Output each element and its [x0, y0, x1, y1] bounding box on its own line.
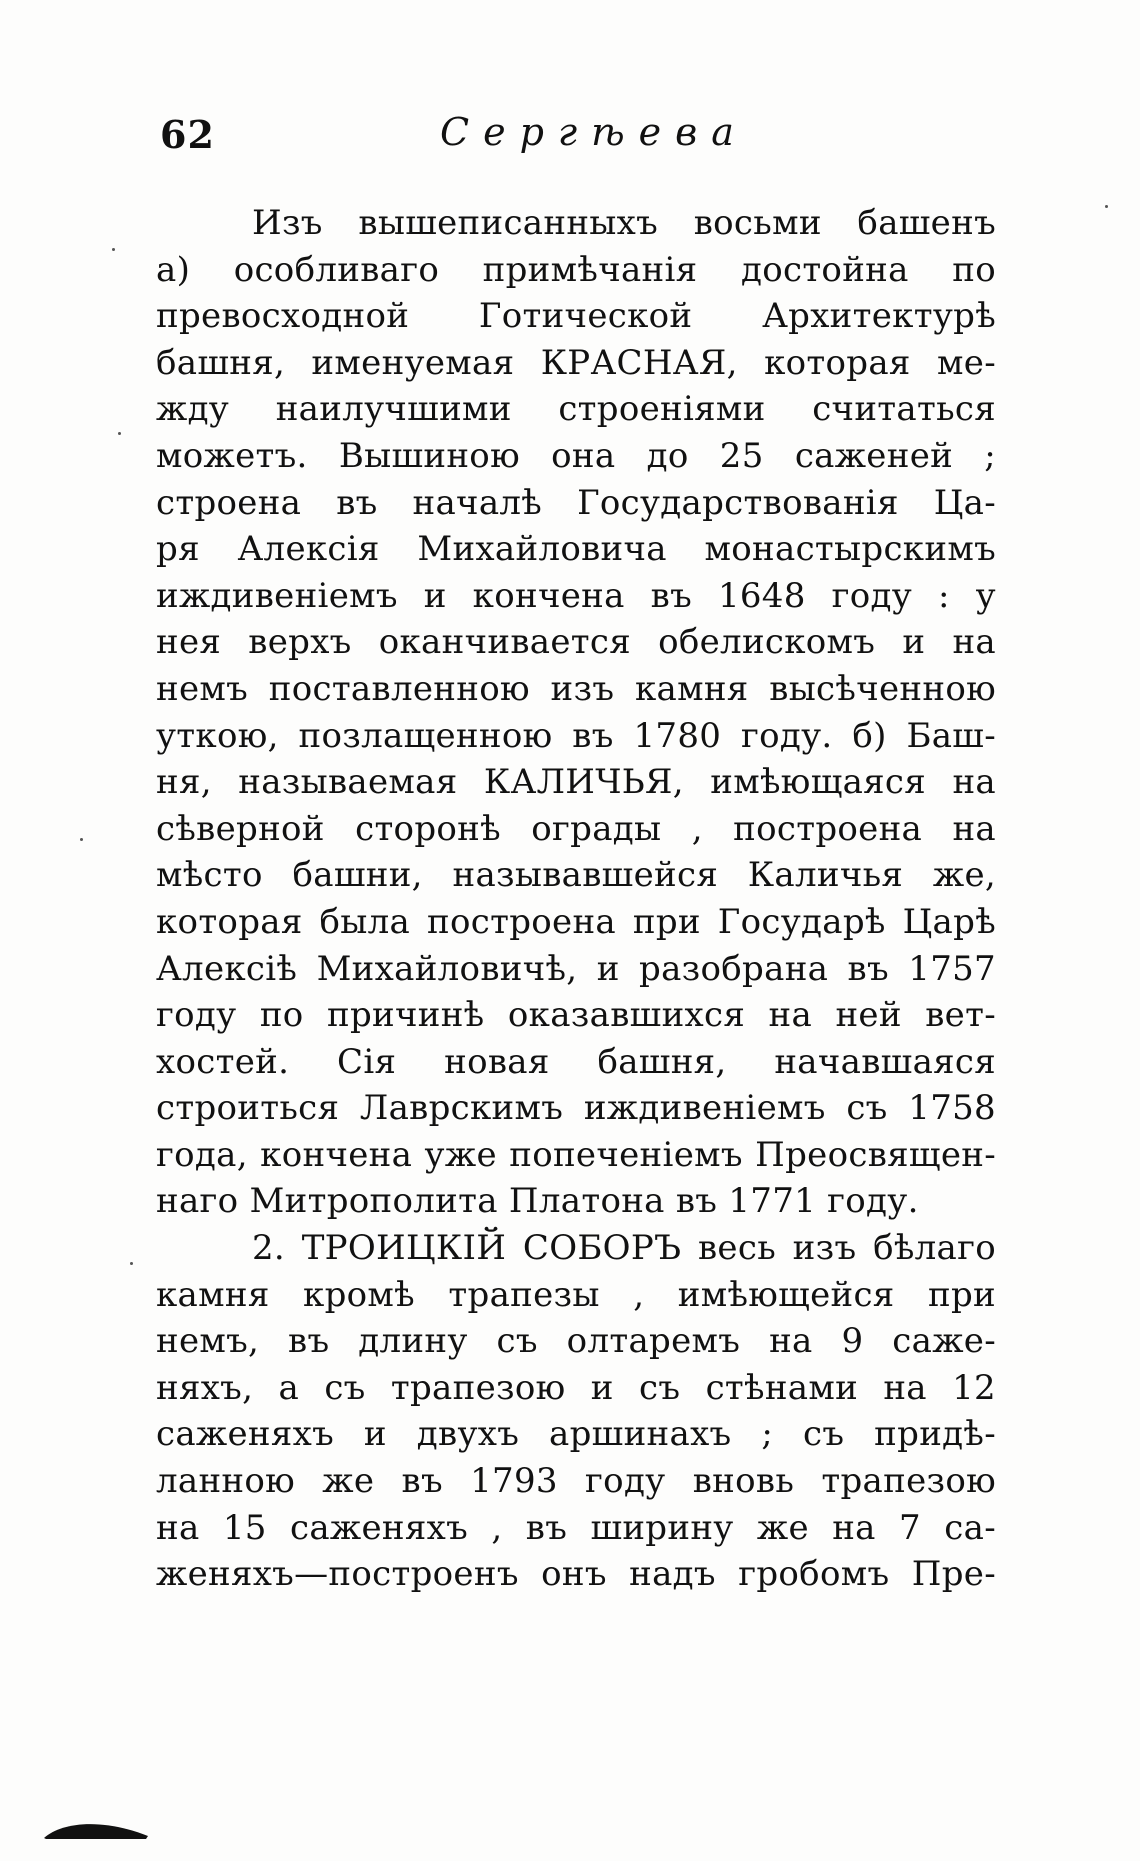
text-line: мѣсто башни, называвшейся Каличья же, [156, 855, 996, 896]
scan-speck [80, 838, 83, 841]
body-text [156, 200, 996, 1598]
text-line: хостей. Сія новая башня, начавшаяся [156, 1041, 996, 1082]
text-line: башня, именуемая КРАСНАЯ, которая ме- [156, 342, 996, 383]
text-line: ря Алексія Михайловича монастырскимъ [156, 529, 996, 570]
text-line: которая была построена при Государѣ Царѣ [156, 901, 996, 942]
text-line: жду наилучшими строеніями считаться [156, 389, 996, 430]
text-line: камня кромѣ трапезы , имѣющейся при [156, 1274, 996, 1315]
text-line: превосходной Готической Архитектурѣ [156, 296, 996, 337]
ink-smudge [42, 1818, 150, 1840]
text-line: строиться Лаврскимъ иждивеніемъ съ 1758 [156, 1088, 996, 1129]
text-line: можетъ. Вышиною она до 25 саженей ; [156, 435, 996, 476]
running-head: Сергѣева [440, 110, 748, 154]
text-line: ланною же въ 1793 году вновь трапезою [156, 1461, 996, 1502]
scan-speck [112, 248, 115, 251]
text-line: 2. ТРОИЦКІЙ СОБОРЪ весь изъ бѣлаго [252, 1228, 996, 1269]
text-line: году по причинѣ оказавшихся на ней вет- [156, 995, 996, 1036]
scan-speck [130, 1262, 133, 1265]
text-line: ня, называемая КАЛИЧЬЯ, имѣющаяся на [156, 762, 996, 803]
text-line: саженяхъ и двухъ аршинахъ ; съ придѣ- [156, 1414, 996, 1455]
scan-speck [1105, 205, 1108, 208]
text-line: иждивеніемъ и кончена въ 1648 году : у [156, 575, 996, 616]
page-number: 62 [160, 112, 215, 157]
text-line: а) особливаго примѣчанія достойна по [156, 249, 996, 290]
text-line: уткою, позлащенною въ 1780 году. б) Баш- [156, 715, 996, 756]
text-line: строена въ началѣ Государствованія Ца- [156, 482, 996, 523]
text-line: няхъ, а съ трапезою и съ стѣнами на 12 [156, 1367, 996, 1408]
text-line: сѣверной сторонѣ ограды , построена на [156, 808, 996, 849]
text-line: немъ поставленною изъ камня высѣченною [156, 668, 996, 709]
text-line: на 15 саженяхъ , въ ширину же на 7 са- [156, 1507, 996, 1548]
text-line: Изъ вышеписанныхъ восьми башенъ [252, 203, 996, 243]
text-line: нея верхъ оканчивается обелискомъ и на [156, 622, 996, 663]
text-line: женяхъ—построенъ онъ надъ гробомъ Пре- [156, 1554, 996, 1595]
text-line: немъ, въ длину съ олтаремъ на 9 саже- [156, 1321, 996, 1362]
text-line: Алексіѣ Михайловичѣ, и разобрана въ 1757 [156, 948, 996, 989]
text-line: наго Митрополита Платона въ 1771 году. [156, 1181, 919, 1222]
scan-speck [118, 432, 121, 435]
text-line: года, кончена уже попеченіемъ Преосвящен- [156, 1134, 996, 1175]
